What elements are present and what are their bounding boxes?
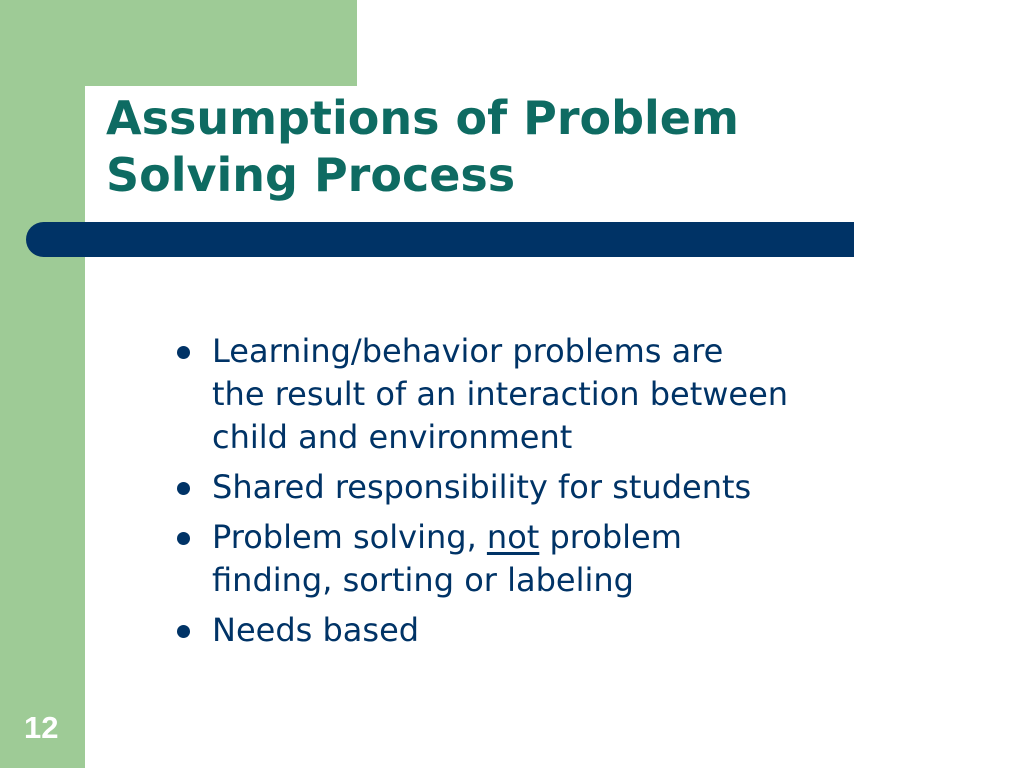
- green-sidebar: [0, 0, 85, 768]
- bullet-dot-icon: [177, 532, 190, 545]
- bullet-line: Learning/behavior problems are: [212, 332, 724, 370]
- bullet-line: Needs based: [212, 611, 420, 649]
- bullet-line: the result of an interaction between: [212, 375, 789, 413]
- bullet-list: [174, 330, 974, 659]
- slide-page-number: 12: [24, 710, 59, 745]
- bullet-line: Shared responsibility for students: [212, 468, 752, 506]
- bullet-item-needs-based: [174, 609, 974, 652]
- underlined-emphasis-text: not: [486, 518, 540, 556]
- bullet-text-after-emphasis: problem: [539, 518, 682, 556]
- bullet-item-shared-responsibility: [174, 466, 974, 509]
- slide-title-line-1: Assumptions of Problem: [106, 91, 739, 145]
- bullet-dot-icon: [177, 482, 190, 495]
- bullet-line-with-emphasis: [212, 516, 974, 559]
- title-divider-bar: [26, 222, 854, 257]
- bullet-item-problem-solving: [174, 516, 974, 602]
- bullet-dot-icon: [177, 346, 190, 359]
- bullet-text-before-emphasis: Problem solving,: [212, 518, 487, 556]
- bullet-line: finding, sorting or labeling: [212, 561, 634, 599]
- slide-title-line-2: Solving Process: [106, 148, 516, 202]
- bullet-item-interaction: [174, 330, 974, 459]
- bullet-dot-icon: [177, 625, 190, 638]
- slide-title: [106, 90, 866, 204]
- bullet-line: child and environment: [212, 418, 573, 456]
- green-top-band: [0, 0, 357, 86]
